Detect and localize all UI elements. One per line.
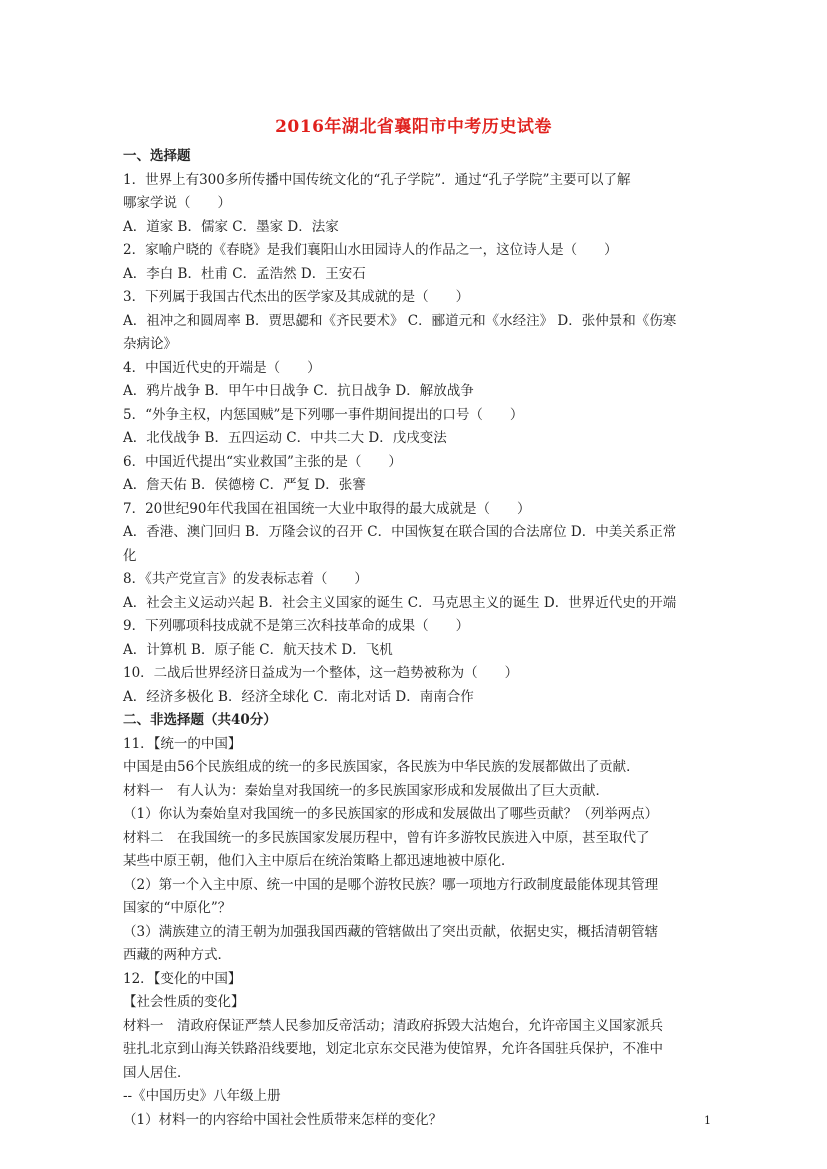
text-line: 化 (123, 547, 137, 564)
text-line: 材料一 清政府保证严禁人民参加反帝活动；清政府拆毁大沽炮台，允许帝国主义国家派兵 (123, 1017, 663, 1034)
text-line: 国人居住． (123, 1064, 191, 1081)
text-line: 5．“外争主权，内惩国贼”是下列哪一事件期间提出的口号（ ） (123, 406, 524, 423)
text-line: A．经济多极化 B．经济全球化 C．南北对话 D．南南合作 (123, 688, 474, 705)
text-line: A．李白 B．杜甫 C．孟浩然 D．王安石 (123, 265, 366, 282)
text-line: 某些中原王朝，他们入主中原后在统治策略上都迅速地被中原化． (123, 853, 515, 869)
text-line: （2）第一个入主中原、统一中国的是哪个游牧民族？哪一项地方行政制度最能体现其管理 (123, 876, 659, 893)
text-line: 材料一 有人认为：秦始皇对我国统一的多民族国家形成和发展做出了巨大贡献． (123, 782, 609, 799)
text-line: 6．中国近代提出“实业救国”主张的是（ ） (123, 453, 402, 470)
text-line: 中国是由56个民族组成的统一的多民族国家，各民族为中华民族的发展都做出了贡献． (123, 759, 640, 775)
text-line: 9．下列哪项科技成就不是第三次科技革命的成果（ ） (123, 618, 470, 634)
text-line: 杂病论》 (123, 336, 177, 352)
text-line: 2．家喻户晓的《春晓》是我们襄阳山水田园诗人的作品之一，这位诗人是（ ） (123, 242, 618, 258)
section-heading: 一、选择题 (123, 148, 191, 164)
text-line: （3）满族建立的清王朝为加强我国西藏的管辖做出了突出贡献，依据史实，概括清朝管辖 (123, 923, 659, 940)
text-line: 7．20世纪90年代我国在祖国统一大业中取得的最大成就是（ ） (123, 500, 531, 517)
page-number: 1 (704, 1114, 711, 1127)
text-line: 国家的“中原化”？ (123, 900, 232, 916)
text-line: 10．二战后世界经济日益成为一个整体，这一趋势被称为（ ） (123, 665, 519, 681)
text-line: 3．下列属于我国古代杰出的医学家及其成就的是（ ） (123, 289, 470, 305)
text-line: 驻扎北京到山海关铁路沿线要地，划定北京东交民港为使馆界，允许各国驻兵保护，不准中 (123, 1041, 663, 1057)
text-line: （1）你认为秦始皇对我国统一的多民族国家的形成和发展做出了哪些贡献？（列举两点） (123, 806, 659, 822)
text-line: --《中国历史》八年级上册 (123, 1088, 281, 1104)
text-line: A．祖冲之和圆周率 B．贾思勰和《齐民要术》 C．郦道元和《水经注》 D．张仲景和《伤寒 (123, 312, 677, 329)
text-line: （1）材料一的内容给中国社会性质带来怎样的变化？ (123, 1111, 443, 1128)
text-line: 12．【变化的中国】 (123, 970, 242, 987)
text-line: A．香港、澳门回归 B．万隆会议的召开 C．中国恢复在联合国的合法席位 D．中美关系正常 (123, 524, 677, 540)
text-line: 8．《共产党宣言》的发表标志着（ ） (123, 571, 368, 587)
text-line: A．计算机 B．原子能 C．航天技术 D．飞机 (123, 641, 393, 658)
text-line: A．北伐战争 B．五四运动 C．中共二大 D．戊戌变法 (123, 430, 447, 446)
section-heading: 二、非选择题（共40分） (123, 712, 277, 728)
text-line: 11．【统一的中国】 (123, 735, 242, 752)
text-line: 4．中国近代史的开端是（ ） (123, 359, 321, 376)
text-line: 材料二 在我国统一的多民族国家发展历程中，曾有许多游牧民族进入中原，甚至取代了 (123, 829, 650, 846)
text-line: 哪家学说（ ） (123, 195, 231, 211)
text-line: A．社会主义运动兴起 B．社会主义国家的诞生 C．马克思主义的诞生 D．世界近代史的开端 (123, 594, 677, 611)
text-line: 西藏的两种方式． (123, 947, 231, 963)
text-line: A．鸦片战争 B．甲午中日战争 C．抗日战争 D．解放战争 (123, 383, 474, 399)
text-line: 1．世界上有300多所传播中国传统文化的“孔子学院”．通过“孔子学院”主要可以了解 (123, 171, 631, 188)
exam-content (123, 145, 705, 1132)
text-line: 【社会性质的变化】 (123, 994, 245, 1010)
text-line: A．道家 B．儒家 C．墨家 D．法家 (123, 218, 339, 235)
page-title: 2016年湖北省襄阳市中考历史试卷 (275, 117, 552, 137)
text-line: A．詹天佑 B．侯德榜 C．严复 D．张謇 (123, 477, 366, 493)
